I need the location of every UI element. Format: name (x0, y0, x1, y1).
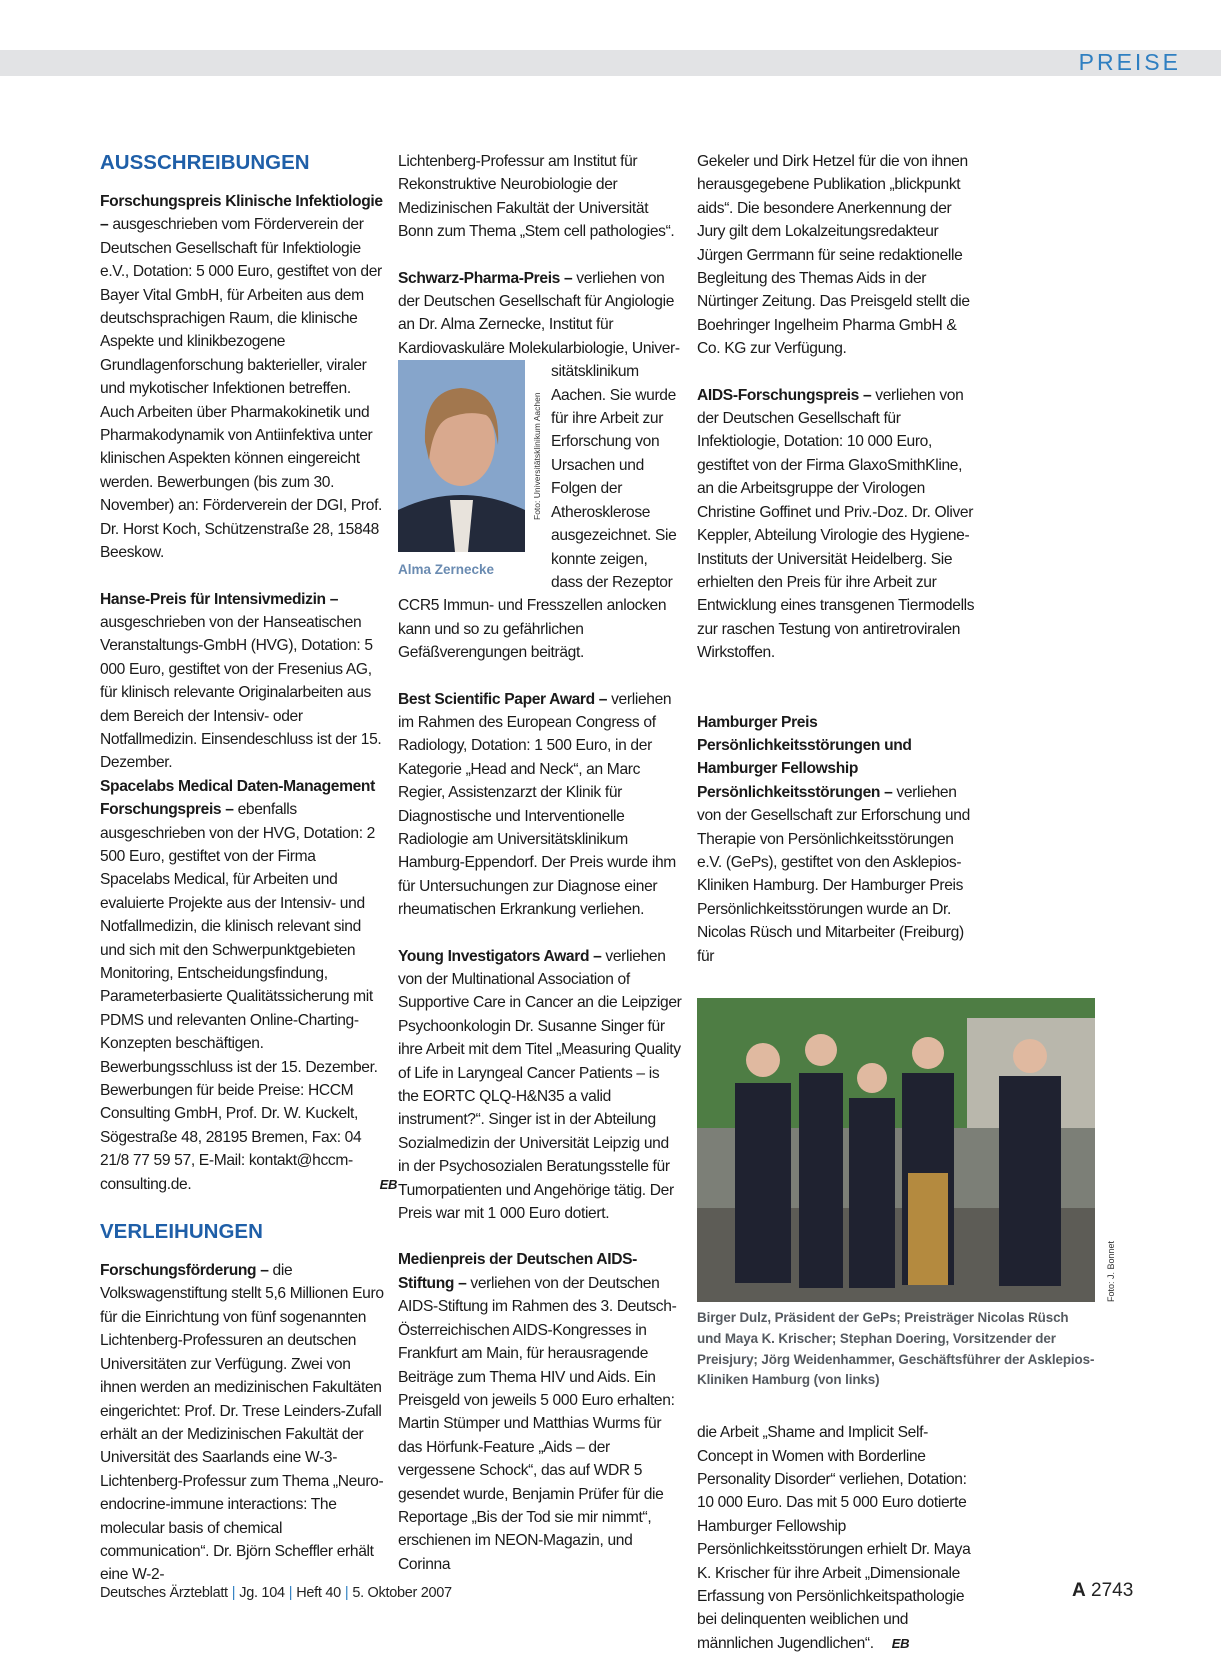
author-signature: EB (891, 1635, 910, 1651)
heading-ausschreibungen: AUSSCHREIBUNGEN (100, 151, 310, 174)
footer-journal: Deutsches Ärzteblatt (100, 1585, 228, 1601)
page-number (1072, 1580, 1133, 1602)
article-title: Best Scientific Paper Award – (398, 690, 608, 708)
footer-separator: | (288, 1585, 293, 1601)
header-bar (0, 50, 1221, 76)
footer-volume: Jg. 104 (239, 1585, 285, 1601)
footer-separator: | (231, 1585, 236, 1601)
portrait-caption: Alma Zernecke (398, 562, 495, 578)
article-forschungsfoerderung (100, 1259, 385, 1587)
article-title: Forschungsförderung – (100, 1262, 269, 1280)
author-signature: EB (379, 1176, 397, 1192)
article-text: Gekeler und Dirk Hetzel für die von ihnen herausgegebene Publikation „blickpunkt aids“. Die besondere Anerkennung der Jury gilt dem Lokalzeitungsredakteur Jürgen Gerrmann für seine redaktionelle Begleitung des Themas Aids in der Nürtinger Zeitung. Das Preisgeld stellt die Boehringer Ingelheim Pharma GmbH & Co. KG zur Verfügung. (697, 153, 970, 358)
article-text: ausgeschrieben von der Hanseatischen Veranstaltungs-GmbH (HVG), Dotation: 5 000 Euro, gestiftet von der Fresenius AG, für klinisch relevante Originalarbeiten aus dem Bereich der Intensiv- oder Notfallmedizin. Einsendeschluss ist der 15. Dezember. (100, 613, 382, 772)
article-schwarz-pharma-preis (398, 267, 683, 665)
footer-citation (100, 1585, 452, 1601)
article-text: verliehen von der Deutschen AIDS-Stiftung im Rahmen des 3. Deutsch-Österreichischen AIDS-Kongresses in Frankfurt am Main, für herausragende Beiträge zum Thema HIV und Aids. Ein Preisgeld von jeweils 5 000 Euro erhalten: Martin Stümper und Matthias Wurms für das Hörfunk-Feature „Aids – der vergessene Schock“, das auf WDR 5 gesendet wurde, Benjamin Prüfer für die Reportage „Bis der Tod sie mir nimmt“, erschienen im NEON-Magazin, und Corinna (398, 1274, 677, 1573)
article-text: verliehen von der Multinational Association of Supportive Care in Cancer an die Leipziger Psychoonkologin Dr. Susanne Singer für ihre Arbeit mit dem Titel „Measuring Quality of Life in Laryngeal Cancer Patients – is the EORTC QLQ-H&N35 a valid instrument?“. Singer ist in der Abteilung Sozialmedizin der Universität Leipzig und in der Psychosozialen Beratungsstelle für Tumorpatienten und Angehörige tätig. Der Preis war mit 1 000 Euro dotiert. (398, 947, 682, 1223)
article-title: Schwarz-Pharma-Preis – (398, 269, 573, 287)
article-title: AIDS-Forschungspreis – (697, 386, 872, 404)
article-forschungspreis-infektiologie (100, 190, 385, 565)
footer-separator: | (344, 1585, 349, 1601)
footer-date: 5. Oktober 2007 (352, 1585, 452, 1601)
portrait-credit: Foto: Universitätsklinikum Aachen (532, 392, 542, 521)
article-text: die Volkswagenstiftung stellt 5,6 Millionen Euro für die Einrichtung von fünf sogenannten Lichtenberg-Professuren an deutschen Universitäten zur Verfügung. Zwei von ihnen werden an medizinischen Fakultäten eingerichtet: Prof. Dr. Trese Leinders-Zufall erhält an der Medizinischen Fakultät der Universität des Saarlands eine W-3-Lichtenberg-Professur zum Thema „Neuro-endocrine-immune interactions: The molecular basis of chemical communication“. Dr. Björn Scheffler erhält eine W-2- (100, 1262, 384, 1584)
article-title: Young Investigators Award – (398, 947, 602, 965)
article-young-investigators (398, 945, 683, 1226)
article-best-scientific-paper (398, 688, 683, 922)
page-prefix: A (1072, 1580, 1086, 1601)
portrait-illustration (398, 360, 525, 552)
group-photo (697, 998, 1116, 1302)
article-aids-forschungspreis (697, 384, 982, 665)
article-text-continued: sitätsklinikum Aachen. Sie wurde für ihre Arbeit zur Erforschung von Ursachen und Folgen der Atherosklerose ausgezeichnet. Sie konnte zeigen, dass der Rezeptor CCR5 Immun- und Fresszellen anlocken kann und so zu gefährlichen Gefäßverengungen beiträgt. (398, 363, 677, 662)
page-number-value: 2743 (1091, 1580, 1134, 1601)
heading-verleihungen: VERLEIHUNGEN (100, 1220, 263, 1244)
article-text: verliehen von der Deutschen Gesellschaft für Angiologie an Dr. Alma Zernecke, Institut für Kardiovaskuläre Molekularbiologie, Univer- (398, 269, 680, 357)
photo-credit: Foto: J. Bonnet (1106, 1240, 1116, 1302)
article-title: Hamburger Preis Persönlichkeitsstörungen und Hamburger Fellowship Persönlichkeitsstörungen – (697, 713, 912, 801)
article-text: ausgeschrieben vom Förderverein der Deutschen Gesellschaft für Infektiologie e.V., Dotation: 5 000 Euro, gestiftet von der Bayer Vital GmbH, für Arbeiten aus dem deutschsprachigen Raum, die klinische Aspekte und klinikbezogene Grundlagenforschung bakterieller, viraler und mykotischer Infektionen betreffen. Auch Arbeiten über Pharmakokinetik und Pharmakodynamik von Antiinfektiva unter klinischen Aspekten können eingereicht werden. Bewerbungen (bis zum 30. November) an: Förderverein der DGI, Prof. Dr. Horst Koch, Schützenstraße 28, 15848 Beeskow. (100, 216, 383, 562)
article-hamburger-preis-continued (697, 1421, 982, 1655)
photo-caption: Birger Dulz, Präsident der GePs; Preisträger Nicolas Rüsch und Maya K. Krischer; Stephan Doering, Vorsitzender der Preisjury; Jörg Weidenhammer, Geschäftsführer der Asklepios-Kliniken Hamburg (von links) (697, 1310, 1095, 1388)
article-text: Lichtenberg-Professur am Institut für Rekonstruktive Neurobiologie der Medizinischen Fakultät der Universität Bonn zum Thema „Stem cell pathologies“. (398, 153, 675, 241)
article-lichtenberg-continued (398, 150, 683, 244)
article-text: verliehen im Rahmen des European Congress of Radiology, Dotation: 1 500 Euro, in der Kategorie „Head and Neck“, an Marc Regier, Assistenzarzt der Klinik für Diagnostische und Interventionelle Radiologie am Universitätsklinikum Hamburg-Eppendorf. Der Preis wurde ihm für Untersuchungen zur Diagnose einer rheumatischen Erkrankung verliehen. (398, 690, 676, 919)
article-title: Hanse-Preis für Intensivmedizin – (100, 590, 339, 608)
article-text: die Arbeit „Shame and Implicit Self-Concept in Women with Borderline Personality Disorder“ verliehen, Dotation: 10 000 Euro. Das mit 5 000 Euro dotierte Hamburger Fellowship Persönlichkeitsstörungen erhielt Dr. Maya K. Krischer für ihre Arbeit „Dimensionale Erfassung von Persönlichkeitspathologie bei delinquenten weiblichen und männlichen Jugendlichen“. (697, 1424, 971, 1652)
column-1 (100, 150, 397, 1610)
article-hanse-preis (100, 588, 385, 775)
article-text: verliehen von der Deutschen Gesellschaft für Infektiologie, Dotation: 10 000 Euro, gestiftet von der Firma GlaxoSmithKline, an die Arbeitsgruppe der Virologen Christine Goffinet und Priv.-Doz. Dr. Oliver Keppler, Abteilung Virologie des Hygiene-Instituts der Universität Heidelberg. Sie erhielten den Preis für ihre Arbeit zur Entwicklung eines transgenen Tiermodells zur raschen Testung von antiretroviralen Wirkstoffen. (697, 386, 975, 662)
group-photo-illustration (697, 998, 1095, 1302)
column-2 (398, 150, 683, 1599)
footer-issue: Heft 40 (296, 1585, 341, 1601)
section-label: PREISE (1078, 49, 1181, 75)
article-medienpreis (398, 1248, 683, 1576)
article-hamburger-preis (697, 711, 982, 968)
article-title: Forschungspreis Klinische Infektiologie – (100, 193, 383, 234)
article-text: ebenfalls ausgeschrieben von der HVG, Dotation: 2 500 Euro, gestiftet von der Firma Spacelabs Medical, für Arbeiten und evaluierte Projekte aus der Intensiv- und Notfallmedizin, die klinisch relevant sind und sich mit den Schwerpunktgebieten Monitoring, Entscheidungsfindung, Parameterbasierte Qualitätssicherung mit PDMS und relevanten Online-Charting-Konzepten beschäftigen. Bewerbungsschluss ist der 15. Dezember. Bewerbungen für beide Preise: HCCM Consulting GmbH, Prof. Dr. W. Kuckelt, Sögestraße 48, 28195 Bremen, Fax: 04 21/8 77 59 57, E-Mail: kontakt@hccm-consulting.de. (100, 801, 378, 1193)
portrait-photo (398, 360, 525, 552)
article-medienpreis-continued (697, 150, 982, 361)
article-text: verliehen von der Gesellschaft zur Erforschung und Therapie von Persönlichkeitsstörungen e.V. (GePs), gestiftet von den Asklepios-Kliniken Hamburg. Der Hamburger Preis Persönlichkeitsstörungen wurde an Dr. Nicolas Rüsch und Mitarbeiter (Freiburg) für (697, 783, 970, 965)
article-title: Spacelabs Medical Daten-Management Forschungspreis – (100, 777, 375, 819)
portrait-figure (398, 360, 543, 581)
article-spacelabs-preis (100, 775, 397, 1196)
article-title: Medienpreis der Deutschen AIDS-Stiftung – (398, 1251, 637, 1292)
